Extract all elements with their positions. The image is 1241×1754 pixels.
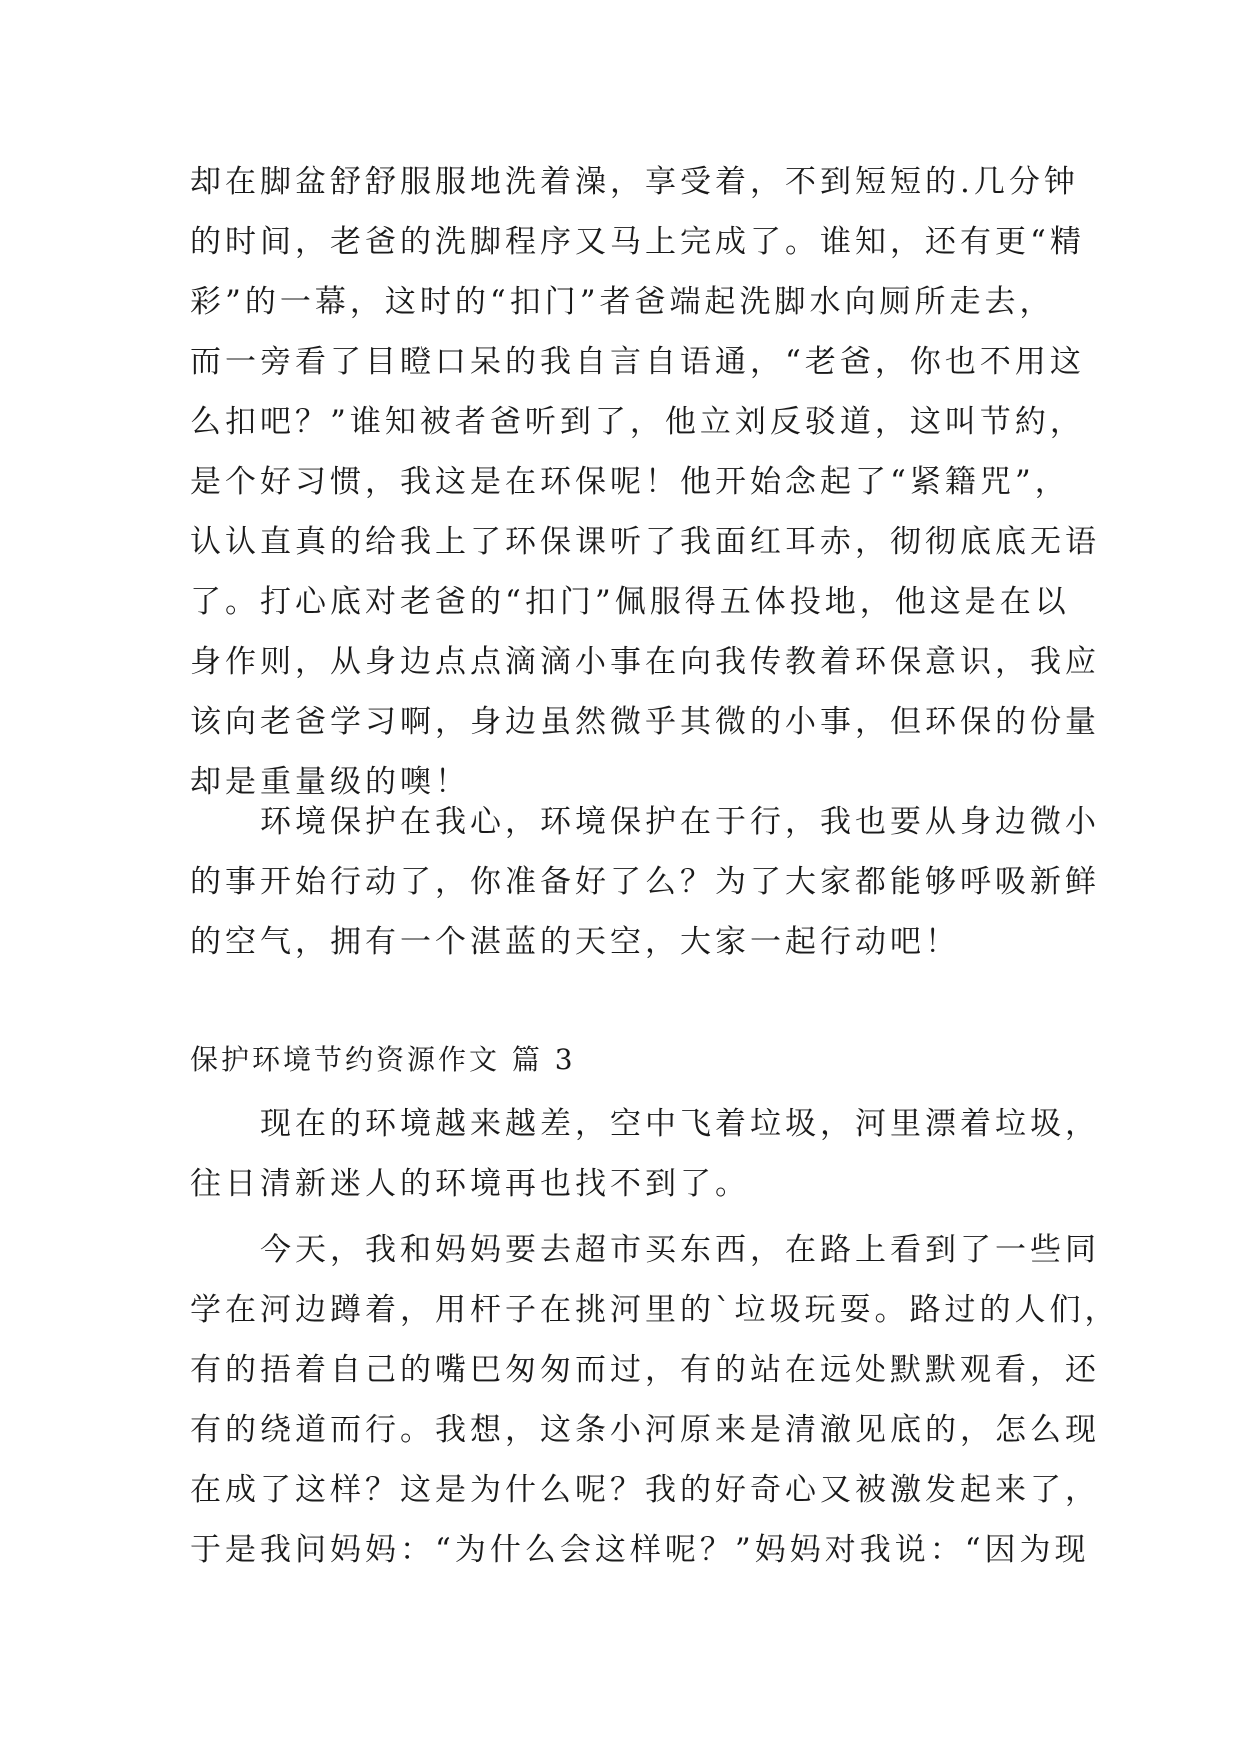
text-line: 有的绕道而行。我想，这条小河原来是清澈见底的，怎么现 [190, 1412, 1100, 1448]
paragraph-essay3-2 [190, 1220, 1120, 1580]
essay-heading [190, 1030, 1070, 1090]
text-line: 而一旁看了目瞪口呆的我自言自语通，“老爸，你也不用这 [190, 344, 1085, 380]
text-line: 在成了这样？这是为什么呢？我的好奇心又被激发起来了， [190, 1472, 1100, 1508]
text-line: 了。打心底对老爸的“扣门”佩服得五体投地，他这是在以 [190, 584, 1070, 620]
text-line: 有的捂着自己的嘴巴匆匆而过，有的站在远处默默观看，还 [190, 1352, 1100, 1388]
text-line: 往日清新迷人的环境再也找不到了。 [190, 1166, 750, 1202]
paragraph-prev-2 [190, 792, 1100, 972]
text-line: 的空气，拥有一个湛蓝的天空，大家一起行动吧！ [190, 924, 960, 960]
text-line: 现在的环境越来越差，空中飞着垃圾，河里漂着垃圾， [190, 1106, 1100, 1142]
text-line: 却在脚盆舒舒服服地洗着澡，享受着，不到短短的.几分钟 [190, 164, 1079, 200]
text-line: 是个好习惯，我这是在环保呢！他开始念起了“紧籍咒”， [190, 464, 1070, 500]
paragraph-prev-1 [190, 152, 1100, 812]
section-title: 保护环境节约资源作文 篇 3 [190, 1043, 576, 1076]
paragraph-essay3-1 [190, 1094, 1100, 1214]
text-line: 身作则，从身边点点滴滴小事在向我传教着环保意识，我应 [190, 644, 1100, 680]
text-line: 么扣吧？”谁知被者爸听到了，他立刘反驳道，这叫节約， [190, 404, 1085, 440]
text-line: 于是我问妈妈：“为什么会这样呢？”妈妈对我说：“因为现 [190, 1532, 1090, 1568]
text-line: 的事开始行动了，你准备好了么？为了大家都能够呼吸新鲜 [190, 864, 1100, 900]
text-line: 环境保护在我心，环境保护在于行，我也要从身边微小 [190, 804, 1100, 840]
text-line: 该向老爸学习啊，身边虽然微乎其微的小事，但环保的份量 [190, 704, 1100, 740]
text-line: 学在河边蹲着，用杆子在挑河里的`垃圾玩耍。路过的人们， [190, 1292, 1120, 1328]
text-line: 今天，我和妈妈要去超市买东西，在路上看到了一些同 [190, 1232, 1100, 1268]
text-line: 认认直真的给我上了环保课听了我面红耳赤，彻彻底底无语 [190, 524, 1100, 560]
text-line: 的时间，老爸的洗脚程序又马上完成了。谁知，还有更“精 [190, 224, 1085, 260]
text-line: 却是重量级的噢！ [190, 764, 470, 800]
text-line: 彩”的一幕，这时的“扣门”者爸端起洗脚水向厕所走去， [190, 284, 1055, 320]
